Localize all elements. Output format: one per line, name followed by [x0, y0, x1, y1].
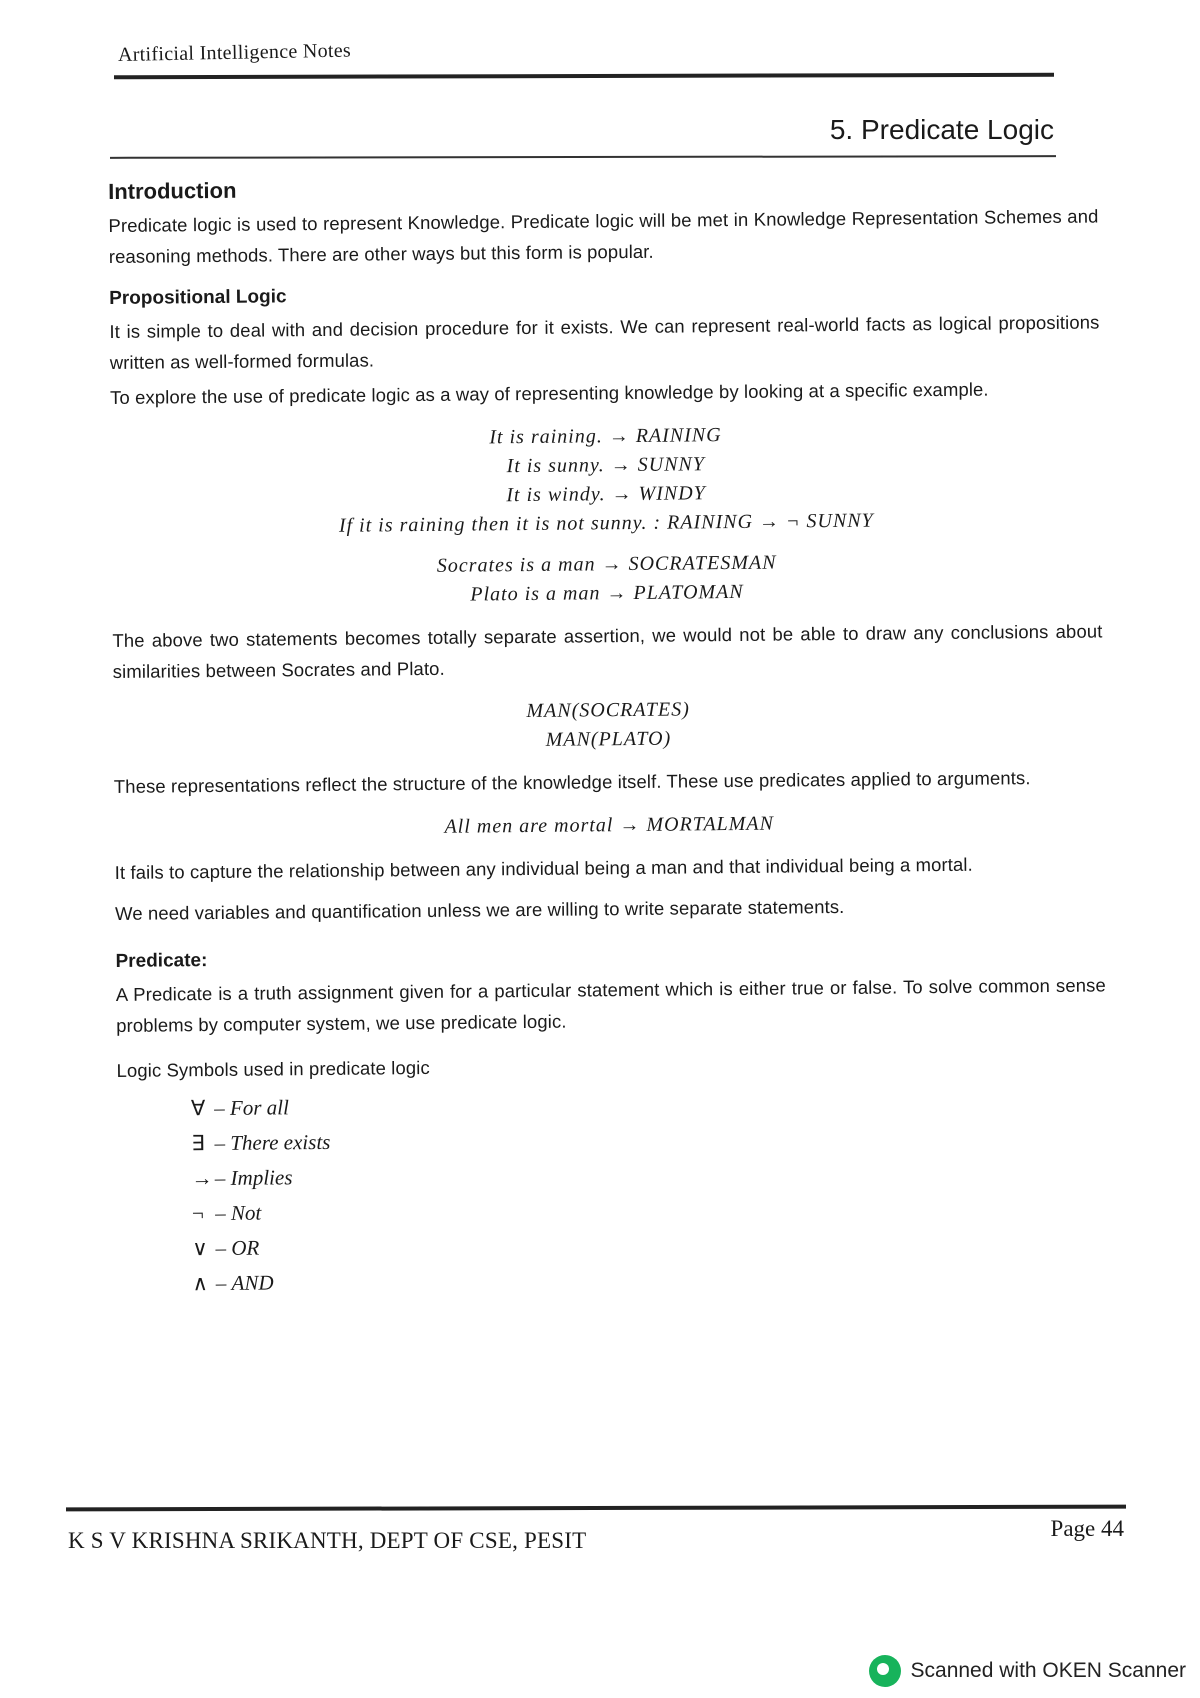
formula-block-mortal [114, 806, 1104, 845]
exists-symbol: ∃ [191, 1131, 205, 1156]
formula-line: Socrates is a man → SOCRATESMAN [436, 551, 777, 577]
symbol-meaning: Implies [230, 1165, 293, 1190]
propositional-para-3: The above two statements becomes totally separate assertion, we would not be able to draw any conclusions about similarities between Socrates and Plato. [112, 620, 1103, 682]
scanner-watermark [869, 1655, 1186, 1687]
symbol-item: ¬ – Not [192, 1187, 1108, 1231]
symbol-item: ∨ – OR [192, 1222, 1108, 1266]
chapter-title: 5. Predicate Logic [829, 114, 1054, 145]
formula-line: All men are mortal → MORTALMAN [444, 812, 775, 838]
scanner-logo-icon [869, 1655, 901, 1687]
main-content [108, 168, 1109, 1301]
scanner-label: Scanned with OKEN Scanner [910, 1659, 1186, 1682]
propositional-para-6: We need variables and quantification unless we are willing to write separate statements. [114, 895, 845, 924]
symbol-meaning: For all [229, 1095, 289, 1120]
formula-line: MAN(SOCRATES) [526, 698, 690, 723]
footer-rule [66, 1505, 1126, 1512]
propositional-para-2: To explore the use of predicate logic as a way of representing knowledge by looking at a specific example. [110, 378, 989, 408]
predicate-heading: Predicate: [115, 950, 208, 972]
propositional-para-4: These representations reflect the structure of the knowledge itself. These use predicates applied to arguments. [113, 767, 1031, 797]
formula-block-weather [110, 417, 1102, 612]
formula-line: If it is raining then it is not sunny. : RAINING → ¬ SUNNY [338, 509, 874, 537]
not-symbol: ¬ [191, 1201, 204, 1226]
introduction-text: Predicate logic is used to represent Knowledge. Predicate logic will be met in Knowledge Representation Schemes and reasoning methods. There are other ways but this form is popular. [108, 205, 1099, 267]
implies-symbol: → [191, 1166, 213, 1191]
symbol-item: → – Implies [191, 1152, 1107, 1196]
and-symbol: ∧ [192, 1271, 209, 1296]
symbol-meaning: Not [230, 1200, 262, 1225]
propositional-logic-heading: Propositional Logic [109, 286, 287, 309]
symbol-list [117, 1082, 1109, 1301]
or-symbol: ∨ [192, 1236, 208, 1261]
symbol-item: ∧ – AND [192, 1257, 1108, 1301]
symbol-meaning: There exists [230, 1129, 331, 1155]
formula-line: MAN(PLATO) [545, 727, 672, 751]
title-rule [110, 155, 1056, 158]
formula-block-predicates [113, 691, 1104, 759]
propositional-para-1: It is simple to deal with and decision procedure for it exists. We can represent real-world facts as logical propositions written as well-formed formulas. [109, 311, 1100, 373]
formula-line: It is windy. → WINDY [506, 482, 706, 507]
symbols-intro: Logic Symbols used in predicate logic [116, 1056, 430, 1081]
forall-symbol: ∀ [190, 1096, 206, 1121]
propositional-para-5: It fails to capture the relationship between any individual being a man and that individual being a mortal. [114, 853, 973, 883]
formula-line: Plato is a man → PLATOMAN [470, 580, 744, 606]
symbol-meaning: OR [231, 1235, 260, 1260]
introduction-heading: Introduction [108, 177, 237, 204]
symbol-meaning: AND [231, 1270, 274, 1295]
formula-line: It is sunny. → SUNNY [506, 453, 706, 478]
symbol-item: ∃ – There exists [191, 1117, 1107, 1161]
header-rule [114, 73, 1054, 79]
formula-line: It is raining. → RAINING [489, 424, 722, 449]
running-title: Artificial Intelligence Notes [117, 39, 352, 66]
predicate-text: A Predicate is a truth assignment given for a particular statement which is either true or false. To solve common sense problems by computer system, we use predicate logic. [115, 974, 1106, 1036]
page-number: Page 44 [1050, 1516, 1124, 1541]
author-footer: K S V KRISHNA SRIKANTH, DEPT OF CSE, PESIT [68, 1528, 587, 1553]
symbol-item: ∀ – For all [191, 1082, 1107, 1126]
